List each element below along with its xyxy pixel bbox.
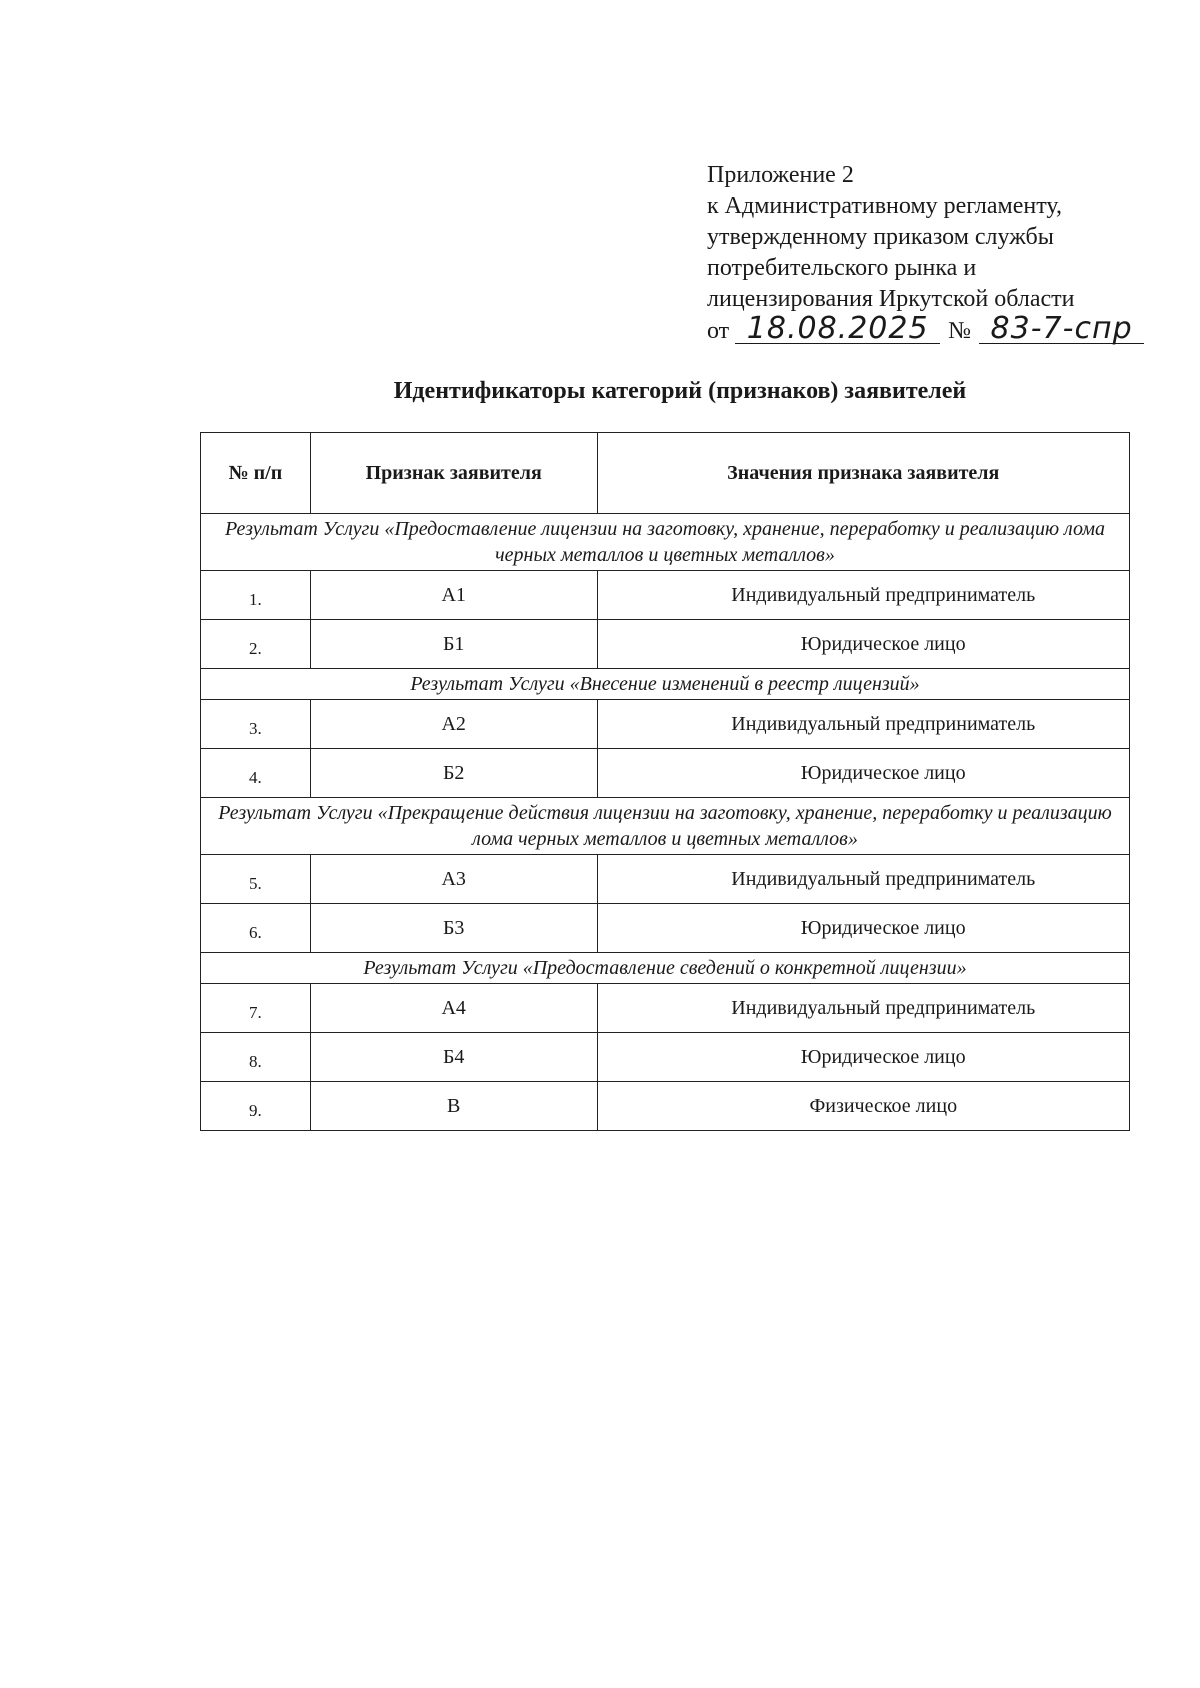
- row-value: Юридическое лицо: [597, 620, 1129, 669]
- row-value: Индивидуальный предприниматель: [597, 571, 1129, 620]
- section-title: Результат Услуги «Прекращение действия лицензии на заготовку, хранение, переработку и реализацию лома черных металлов и цветных металлов»: [201, 798, 1130, 855]
- table-row: [201, 571, 1130, 620]
- row-code: А3: [310, 855, 597, 904]
- header-number: № п/п: [201, 433, 311, 514]
- row-number: 7.: [201, 984, 311, 1033]
- table-row: [201, 620, 1130, 669]
- row-value: Индивидуальный предприниматель: [597, 984, 1129, 1033]
- row-value: Индивидуальный предприниматель: [597, 700, 1129, 749]
- section-row: [201, 669, 1130, 700]
- handwritten-date: 18.08.2025: [735, 315, 940, 344]
- section-row: [201, 514, 1130, 571]
- row-code: А1: [310, 571, 597, 620]
- applicant-identifiers-table: [200, 432, 1130, 1131]
- row-number: 3.: [201, 700, 311, 749]
- handwritten-number: 83-7-спр: [979, 315, 1144, 344]
- table-row: [201, 904, 1130, 953]
- section-row: [201, 798, 1130, 855]
- row-value: Юридическое лицо: [597, 749, 1129, 798]
- row-value: Индивидуальный предприниматель: [597, 855, 1129, 904]
- row-number: 5.: [201, 855, 311, 904]
- header-attribute: Признак заявителя: [310, 433, 597, 514]
- table-row: [201, 984, 1130, 1033]
- row-value: Юридическое лицо: [597, 904, 1129, 953]
- appendix-date-line: [707, 311, 1147, 347]
- row-number: 2.: [201, 620, 311, 669]
- row-code: Б1: [310, 620, 597, 669]
- table-row: [201, 1033, 1130, 1082]
- row-code: Б2: [310, 749, 597, 798]
- table-row: [201, 700, 1130, 749]
- section-title: Результат Услуги «Внесение изменений в реестр лицензий»: [201, 669, 1130, 700]
- row-number: 4.: [201, 749, 311, 798]
- table-row: [201, 749, 1130, 798]
- appendix-line: Приложение 2: [707, 162, 854, 188]
- table-row: [201, 1082, 1130, 1131]
- row-code: А4: [310, 984, 597, 1033]
- row-number: 8.: [201, 1033, 311, 1082]
- row-code: Б4: [310, 1033, 597, 1082]
- appendix-line: утвержденному приказом службы: [707, 224, 1054, 250]
- section-row: [201, 953, 1130, 984]
- appendix-line: потребительского рынка и: [707, 255, 977, 281]
- row-number: 1.: [201, 571, 311, 620]
- number-sign: №: [948, 318, 972, 344]
- row-value: Юридическое лицо: [597, 1033, 1129, 1082]
- row-value: Физическое лицо: [597, 1082, 1129, 1131]
- date-prefix: от: [707, 318, 730, 344]
- document-title: Идентификаторы категорий (признаков) заявителей: [393, 378, 967, 404]
- row-code: А2: [310, 700, 597, 749]
- table-row: [201, 855, 1130, 904]
- appendix-block: [707, 160, 1147, 347]
- appendix-line: лицензирования Иркутской области: [707, 286, 1075, 312]
- row-number: 9.: [201, 1082, 311, 1131]
- row-code: Б3: [310, 904, 597, 953]
- appendix-line: к Административному регламенту,: [707, 193, 1062, 219]
- header-attribute-value: Значения признака заявителя: [597, 433, 1129, 514]
- section-title: Результат Услуги «Предоставление сведений о конкретной лицензии»: [201, 953, 1130, 984]
- section-title: Результат Услуги «Предоставление лицензии на заготовку, хранение, переработку и реализацию лома черных металлов и цветных металлов»: [201, 514, 1130, 571]
- table-header-row: [201, 433, 1130, 514]
- row-code: В: [310, 1082, 597, 1131]
- row-number: 6.: [201, 904, 311, 953]
